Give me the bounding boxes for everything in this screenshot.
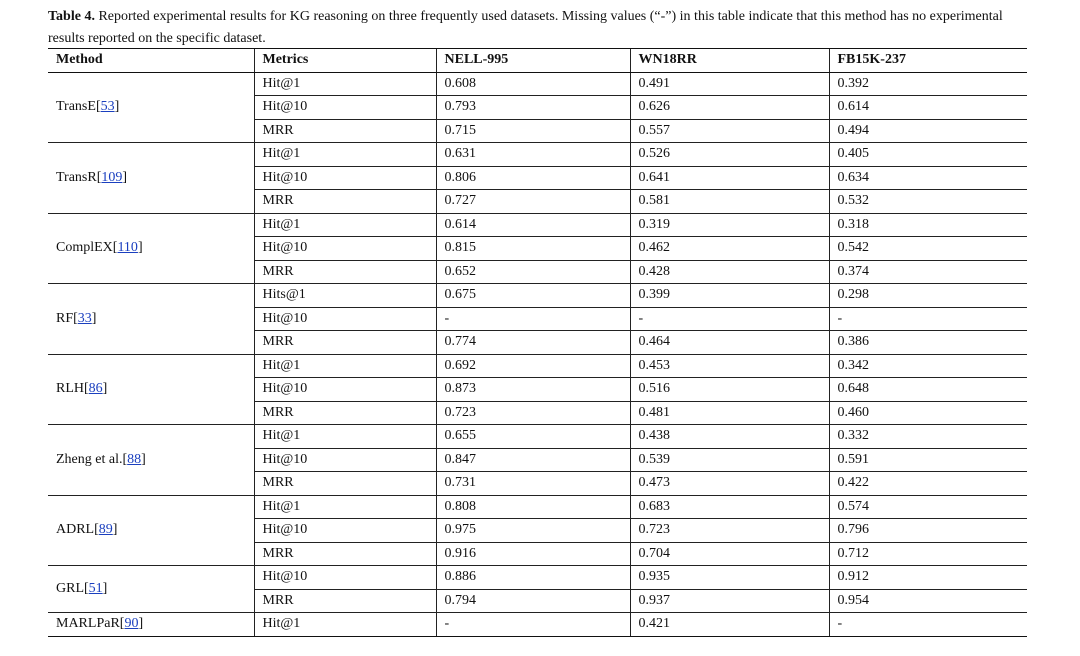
wn18rr-value: 0.641	[630, 166, 829, 190]
ref-bracket-close: ]	[141, 451, 146, 467]
nell-995-value: 0.675	[436, 284, 630, 308]
metric-cell: Hit@1	[254, 425, 436, 449]
ref-bracket-open: [	[95, 99, 101, 115]
fb15k-237-value: 0.796	[829, 519, 1027, 543]
metric-cell: MRR	[254, 542, 436, 566]
method-cell	[48, 495, 254, 566]
table-caption-text: Reported experimental results for KG reasoning on three frequently used datasets. Missing values (“-”) in this table indicate that this method has no experimental results reported on the specific dataset.	[48, 9, 1003, 46]
wn18rr-value: 0.453	[630, 354, 829, 378]
fb15k-237-value: 0.318	[829, 213, 1027, 237]
header-nell-995: NELL-995	[436, 49, 630, 73]
ref-bracket-close: ]	[112, 522, 118, 538]
metric-cell: Hit@10	[254, 96, 436, 120]
nell-995-value: 0.806	[436, 166, 630, 190]
method-name: MARLPaR	[56, 616, 120, 632]
ref-bracket-open: [	[84, 581, 89, 596]
wn18rr-value: 0.683	[630, 495, 829, 519]
metric-cell: Hit@10	[254, 378, 436, 402]
fb15k-237-value: 0.542	[829, 237, 1027, 261]
table-row	[48, 566, 1027, 590]
nell-995-value: 0.794	[436, 589, 630, 613]
fb15k-237-value: 0.532	[829, 190, 1027, 214]
fb15k-237-value: -	[829, 307, 1027, 331]
ref-bracket-open: [	[94, 522, 99, 538]
fb15k-237-value: 0.648	[829, 378, 1027, 402]
wn18rr-value: 0.526	[630, 143, 829, 167]
fb15k-237-value: 0.912	[829, 566, 1027, 590]
header-method: Method	[48, 49, 254, 73]
nell-995-value: 0.723	[436, 401, 630, 425]
wn18rr-value: 0.464	[630, 331, 829, 355]
nell-995-value: -	[436, 613, 630, 637]
metric-cell: Hit@1	[254, 213, 436, 237]
nell-995-value: 0.873	[436, 378, 630, 402]
nell-995-value: 0.774	[436, 331, 630, 355]
table-row	[48, 354, 1027, 378]
header-metrics: Metrics	[254, 49, 436, 73]
wn18rr-value: 0.937	[630, 589, 829, 613]
table-row	[48, 213, 1027, 237]
wn18rr-value: 0.491	[630, 72, 829, 96]
nell-995-value: 0.631	[436, 143, 630, 167]
fb15k-237-value: 0.494	[829, 119, 1027, 143]
metric-cell: MRR	[254, 119, 436, 143]
metric-cell: Hit@10	[254, 448, 436, 472]
ref-bracket-open: [	[122, 451, 128, 467]
wn18rr-value: 0.516	[630, 378, 829, 402]
table-row	[48, 425, 1027, 449]
method-name: ComplEX	[56, 240, 113, 256]
method-cell	[48, 213, 254, 284]
ref-bracket-close: ]	[122, 169, 128, 185]
method-cell	[48, 284, 254, 355]
wn18rr-value: 0.319	[630, 213, 829, 237]
fb15k-237-value: 0.954	[829, 589, 1027, 613]
fb15k-237-value: 0.634	[829, 166, 1027, 190]
table-caption	[48, 6, 1008, 50]
method-name: TransE	[56, 99, 96, 115]
method-name: RF	[56, 310, 74, 326]
citation-link[interactable]: 110	[117, 240, 138, 256]
citation-link[interactable]: 51	[88, 581, 103, 596]
ref-bracket-open: [	[112, 240, 118, 256]
table-row	[48, 143, 1027, 167]
metric-cell: Hit@10	[254, 237, 436, 261]
fb15k-237-value: 0.374	[829, 260, 1027, 284]
nell-995-value: 0.692	[436, 354, 630, 378]
method-cell	[48, 354, 254, 425]
metric-cell: Hits@1	[254, 284, 436, 308]
fb15k-237-value: 0.422	[829, 472, 1027, 496]
nell-995-value: 0.655	[436, 425, 630, 449]
nell-995-value: 0.727	[436, 190, 630, 214]
nell-995-value: 0.808	[436, 495, 630, 519]
metric-cell: Hit@10	[254, 566, 436, 590]
citation-link[interactable]: 109	[101, 169, 123, 185]
nell-995-value: 0.731	[436, 472, 630, 496]
method-cell	[48, 613, 254, 637]
wn18rr-value: 0.557	[630, 119, 829, 143]
metric-cell: Hit@1	[254, 495, 436, 519]
fb15k-237-value: 0.298	[829, 284, 1027, 308]
fb15k-237-value: 0.342	[829, 354, 1027, 378]
results-table	[48, 48, 1027, 637]
ref-bracket-close: ]	[91, 310, 97, 326]
header-fb15k-237: FB15K-237	[829, 49, 1027, 73]
fb15k-237-value: -	[829, 613, 1027, 637]
header-row	[48, 49, 1027, 73]
method-name: Zheng et al.	[56, 451, 123, 467]
nell-995-value: -	[436, 307, 630, 331]
metric-cell: Hit@10	[254, 166, 436, 190]
citation-link[interactable]: 86	[88, 381, 103, 397]
metric-cell: MRR	[254, 190, 436, 214]
table-row	[48, 613, 1027, 637]
metric-cell: Hit@1	[254, 354, 436, 378]
wn18rr-value: 0.421	[630, 613, 829, 637]
metric-cell: Hit@1	[254, 143, 436, 167]
nell-995-value: 0.847	[436, 448, 630, 472]
nell-995-value: 0.652	[436, 260, 630, 284]
metric-cell: Hit@1	[254, 613, 436, 637]
citation-link[interactable]: 33	[77, 310, 92, 326]
wn18rr-value: 0.473	[630, 472, 829, 496]
fb15k-237-value: 0.574	[829, 495, 1027, 519]
citation-link[interactable]: 53	[100, 99, 115, 115]
fb15k-237-value: 0.405	[829, 143, 1027, 167]
fb15k-237-value: 0.386	[829, 331, 1027, 355]
citation-link[interactable]: 89	[98, 522, 113, 538]
method-name: RLH	[56, 381, 84, 397]
method-cell	[48, 566, 254, 613]
metric-cell: MRR	[254, 260, 436, 284]
metric-cell: Hit@1	[254, 72, 436, 96]
metric-cell: Hit@10	[254, 307, 436, 331]
wn18rr-value: 0.626	[630, 96, 829, 120]
table-row	[48, 495, 1027, 519]
nell-995-value: 0.916	[436, 542, 630, 566]
wn18rr-value: 0.438	[630, 425, 829, 449]
method-name: ADRL	[56, 522, 95, 538]
ref-bracket-close: ]	[137, 240, 143, 256]
citation-link[interactable]: 90	[124, 616, 139, 632]
ref-bracket-close: ]	[114, 99, 120, 115]
metric-cell: MRR	[254, 589, 436, 613]
wn18rr-value: 0.481	[630, 401, 829, 425]
metric-cell: MRR	[254, 472, 436, 496]
method-cell	[48, 72, 254, 143]
ref-bracket-close: ]	[102, 581, 108, 596]
citation-link[interactable]: 88	[127, 451, 142, 467]
fb15k-237-value: 0.332	[829, 425, 1027, 449]
ref-bracket-open: [	[84, 381, 89, 397]
fb15k-237-value: 0.591	[829, 448, 1027, 472]
fb15k-237-value: 0.614	[829, 96, 1027, 120]
method-cell	[48, 425, 254, 496]
wn18rr-value: 0.581	[630, 190, 829, 214]
header-wn18rr: WN18RR	[630, 49, 829, 73]
ref-bracket-open: [	[96, 169, 102, 185]
table-body	[48, 72, 1027, 636]
table-label: Table 4.	[48, 9, 95, 24]
nell-995-value: 0.793	[436, 96, 630, 120]
ref-bracket-close: ]	[102, 381, 108, 397]
nell-995-value: 0.886	[436, 566, 630, 590]
wn18rr-value: 0.935	[630, 566, 829, 590]
ref-bracket-close: ]	[138, 616, 144, 632]
wn18rr-value: 0.723	[630, 519, 829, 543]
method-cell	[48, 143, 254, 214]
metric-cell: MRR	[254, 401, 436, 425]
table-row	[48, 72, 1027, 96]
method-name: TransR	[56, 169, 97, 185]
fb15k-237-value: 0.392	[829, 72, 1027, 96]
wn18rr-value: 0.399	[630, 284, 829, 308]
fb15k-237-value: 0.712	[829, 542, 1027, 566]
nell-995-value: 0.815	[436, 237, 630, 261]
wn18rr-value: -	[630, 307, 829, 331]
wn18rr-value: 0.428	[630, 260, 829, 284]
wn18rr-value: 0.462	[630, 237, 829, 261]
ref-bracket-open: [	[73, 310, 78, 326]
nell-995-value: 0.614	[436, 213, 630, 237]
metric-cell: MRR	[254, 331, 436, 355]
nell-995-value: 0.608	[436, 72, 630, 96]
wn18rr-value: 0.704	[630, 542, 829, 566]
nell-995-value: 0.975	[436, 519, 630, 543]
fb15k-237-value: 0.460	[829, 401, 1027, 425]
wn18rr-value: 0.539	[630, 448, 829, 472]
method-name: GRL	[56, 581, 84, 596]
nell-995-value: 0.715	[436, 119, 630, 143]
ref-bracket-open: [	[119, 616, 125, 632]
metric-cell: Hit@10	[254, 519, 436, 543]
table-row	[48, 284, 1027, 308]
